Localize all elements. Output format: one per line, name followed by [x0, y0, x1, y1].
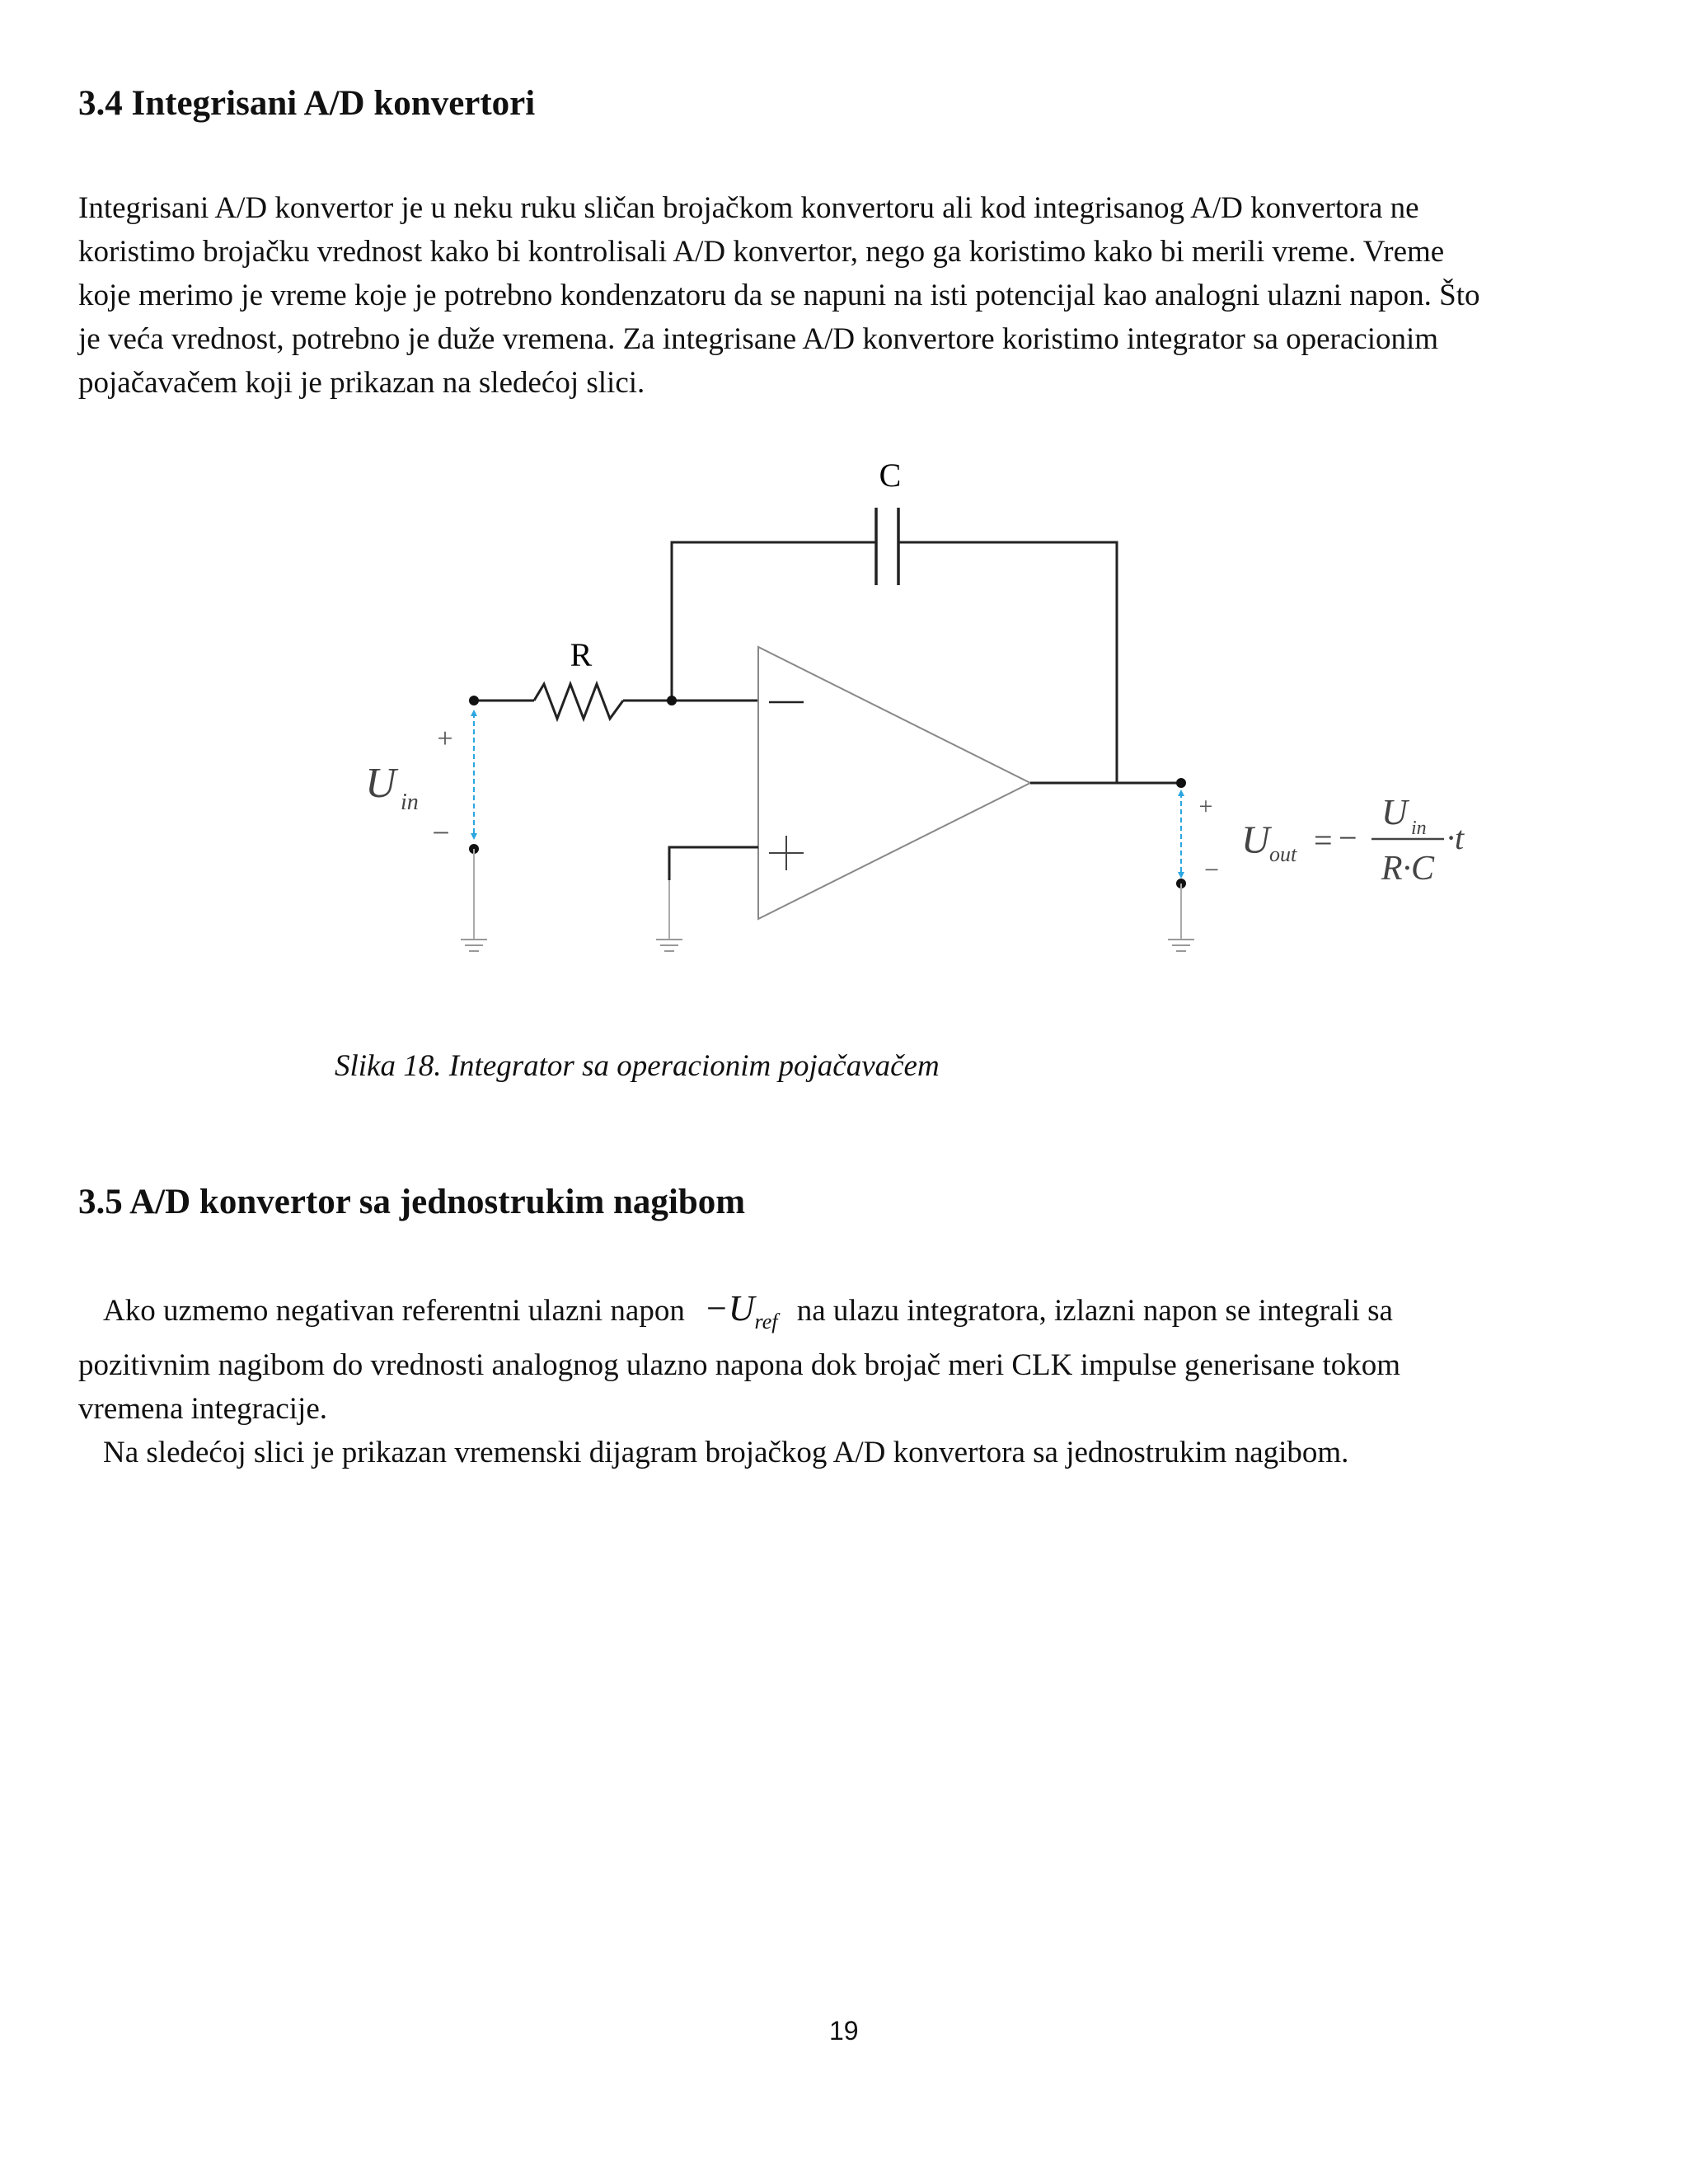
integrator-circuit-diagram — [0, 437, 1688, 972]
uout-subscript: out — [1269, 842, 1297, 866]
uin-plus-label: + — [437, 724, 453, 754]
section-3-5-p2 — [103, 1431, 1348, 1474]
figure-caption: Slika 18. Integrator sa operacionim pojačavačem — [335, 1049, 940, 1083]
section-heading-3-5: 3.5 A/D konvertor sa jednostrukim nagibom — [78, 1183, 746, 1221]
uout-symbol: U — [1241, 818, 1270, 862]
section-3-5-p1-line1 — [103, 1286, 1393, 1345]
output-formula — [1241, 792, 1465, 888]
resistor — [534, 684, 623, 719]
times-t: ·t — [1447, 819, 1465, 856]
uref-subscript: ref — [754, 1309, 778, 1333]
junction-node — [667, 696, 677, 705]
ground-symbol-left — [461, 940, 487, 951]
paragraph-line: koje merimo je vreme koje je potrebno kondenzatoru da se napuni na isti potencijal kao analogni ulazni napon. Što — [78, 279, 1480, 312]
output-node — [1176, 778, 1186, 788]
formula-minus: − — [1339, 819, 1357, 856]
paragraph-line: je veća vrednost, potrebno je duže vremena. Za integrisane A/D konvertore koristimo integrator sa operacionim — [78, 322, 1439, 356]
input-node — [469, 696, 479, 705]
section-heading-3-4: 3.4 Integrisani A/D konvertori — [78, 84, 536, 123]
paragraph-line: vremena integracije. — [78, 1392, 327, 1426]
uout-minus-label: − — [1203, 855, 1220, 884]
numerator-subscript: in — [1411, 818, 1427, 839]
non-inverting-input-wire — [669, 847, 758, 880]
uin-minus-label: − — [432, 816, 450, 851]
ground-symbol-right — [1168, 940, 1194, 951]
section-3-4-paragraph — [78, 186, 1479, 405]
numerator-symbol: U — [1381, 792, 1408, 832]
ground-symbol-middle — [656, 940, 682, 951]
uin-subscript: in — [401, 790, 419, 815]
paragraph-line: koristimo brojačku vrednost kako bi kontrolisali A/D konvertor, nego ga koristimo kako bi merili vreme. Vreme — [78, 235, 1445, 269]
page-number: 19 — [829, 2016, 859, 2046]
resistor-label: R — [570, 636, 593, 673]
denominator: R·C — [1381, 850, 1435, 888]
paragraph-line: pojačavačem koji je prikazan na sledećoj slici. — [78, 366, 645, 400]
paragraph-line: Na sledećoj slici je prikazan vremenski dijagram brojačkog A/D konvertora sa jednostrukim nagibom. — [103, 1436, 1349, 1469]
paragraph-line: pozitivnim nagibom do vrednosti analognog ulazno napona dok brojač meri CLK impulse generisane tokom — [78, 1348, 1401, 1382]
uout-plus-label: + — [1198, 793, 1213, 820]
paragraph-line: Integrisani A/D konvertor je u neku ruku sličan brojačkom konvertoru ali kod integrisanog A/D konvertora ne — [78, 191, 1419, 225]
uin-symbol: U — [365, 760, 396, 807]
section-3-5-p1-rest — [78, 1343, 1400, 1431]
uref-formula — [704, 1288, 778, 1333]
uref-symbol: −U — [704, 1288, 755, 1329]
capacitor-label: C — [879, 457, 902, 494]
formula-equals: = — [1314, 822, 1333, 859]
op-amp — [758, 647, 1030, 919]
p1-text-before: Ako uzmemo negativan referentni ulazni napon — [103, 1294, 685, 1328]
p1-text-after: na ulazu integratora, izlazni napon se integrali sa — [796, 1294, 1393, 1328]
